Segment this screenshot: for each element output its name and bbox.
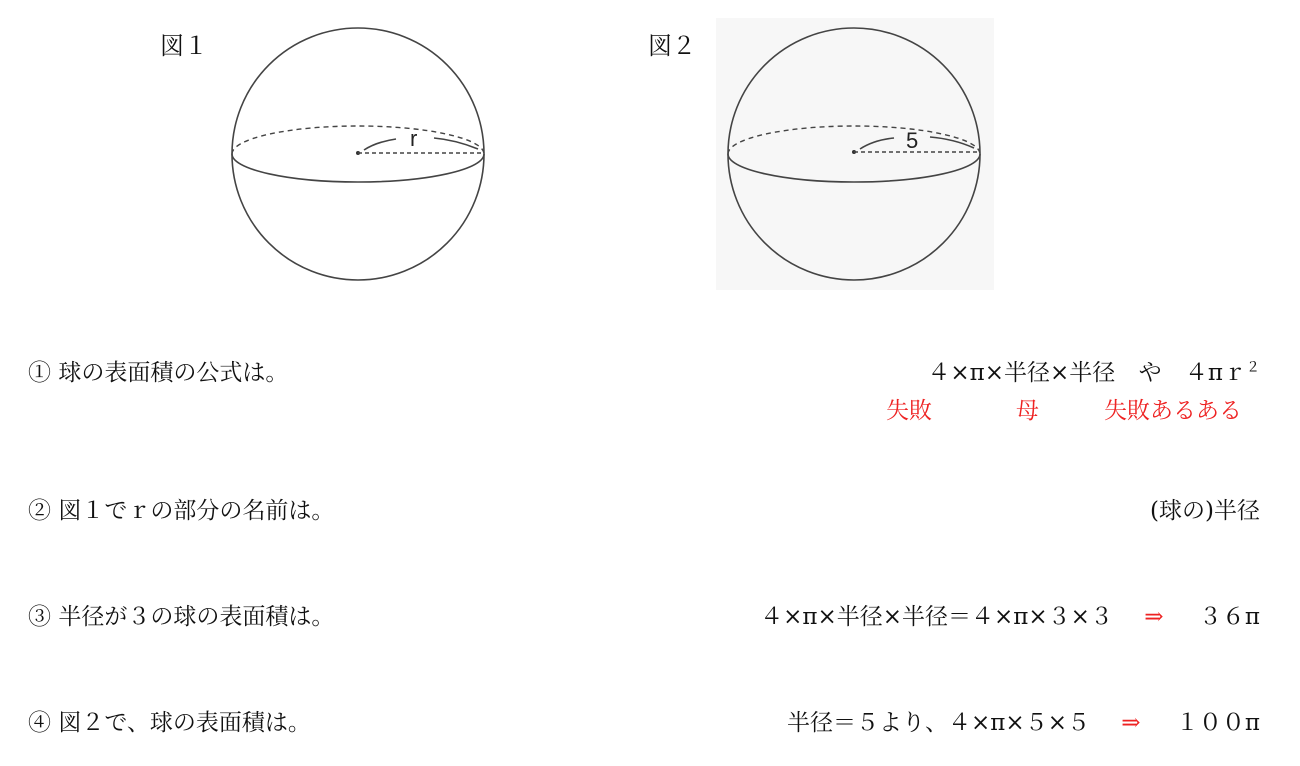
annotation-haha: 母 (1016, 398, 1039, 424)
answer-2: (球の)半径 (1150, 498, 1260, 524)
question-2 (28, 492, 334, 525)
question-4-number: ④ (28, 710, 51, 736)
figure-2-background (716, 18, 994, 290)
answer-4-result: １００π (1175, 710, 1260, 736)
question-3-text: 半径が３の球の表面積は。 (58, 604, 335, 630)
answer-3-arrow: ⇒ (1144, 604, 1164, 630)
question-4 (28, 704, 311, 737)
answer-3-formula: ４×π×半径×半径＝４×π×３×３ (760, 604, 1113, 630)
question-3 (28, 598, 334, 631)
question-1 (28, 354, 288, 387)
sphere-figure-2 (716, 18, 994, 290)
answer-1 (927, 354, 1260, 387)
radius-brace-left (364, 139, 396, 150)
answer-1-alt-formula: ４πｒ (1184, 360, 1246, 386)
radius-label-r: r (410, 126, 418, 151)
question-1-number: ① (28, 360, 51, 386)
figure-1-label: 図１ (160, 32, 208, 60)
answer-4-formula: 半径＝５より、４×π×５×５ (787, 710, 1090, 736)
figure-2-label: 図２ (648, 32, 696, 60)
question-3-number: ③ (28, 604, 51, 630)
radius-brace-right (434, 138, 478, 149)
sphere-figure-1 (224, 20, 492, 290)
answer-1-formula: ４×π×半径×半径 (927, 360, 1116, 386)
answer-3-result: ３６π (1198, 604, 1260, 630)
annotation-shippai-aruaru: 失敗あるある (1104, 398, 1242, 424)
answer-1-connector: や (1138, 360, 1162, 386)
question-4-text: 図２で、球の表面積は。 (58, 710, 311, 736)
radius-label-5: 5 (906, 128, 919, 153)
answer-1-exponent: ２ (1246, 359, 1260, 376)
question-1-text: 球の表面積の公式は。 (58, 360, 289, 386)
annotation-shippai: 失敗 (886, 398, 932, 424)
question-2-number: ② (28, 498, 51, 524)
answer-3 (760, 598, 1260, 631)
answer-4 (787, 704, 1260, 737)
answer-4-arrow: ⇒ (1121, 710, 1141, 736)
question-2-text: 図１でｒの部分の名前は。 (58, 498, 335, 524)
equator-front (232, 154, 484, 182)
